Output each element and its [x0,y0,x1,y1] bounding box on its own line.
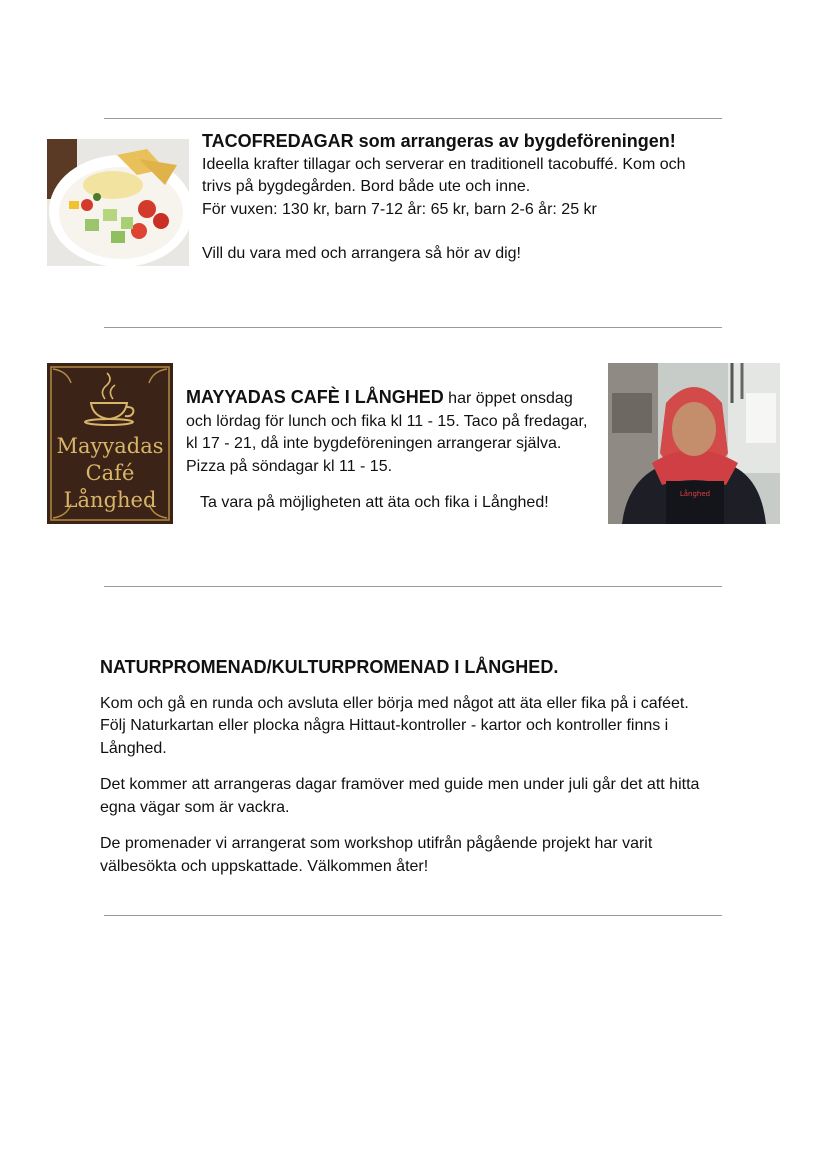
natur-section [100,656,740,892]
taco-invite: Vill du vara med och arrangera så hör av dig! [202,245,521,262]
divider-bottom [104,915,722,916]
natur-p1-line-3: Långhed. [100,739,167,757]
natur-paragraph-1 [100,693,740,761]
natur-p2-line-2: egna vägar som är vackra. [100,798,290,816]
divider-after-taco [104,327,722,328]
cafe-heading: MAYYADAS CAFÈ I LÅNGHED [186,387,444,407]
cafe-owner-photo [608,363,780,524]
taco-line-1: Ideella krafter tillagar och serverar en traditionell tacobuffé. Kom och [202,155,686,173]
natur-p1-line-2: Följ Naturkartan eller plocka några Hittaut-kontroller - kartor och kontroller finns i [100,717,669,734]
divider-top [104,118,722,119]
logo-text-line-1: Mayyadas [56,434,164,458]
taco-text-block [202,130,742,266]
apron-text: Långhed [679,490,711,498]
cafe-logo [47,363,173,524]
natur-p3-line-2: välbesökta och uppskattade. Välkommen åter! [100,857,429,875]
natur-paragraph-3 [100,833,740,878]
natur-p1-line-1: Kom och gå en runda och avsluta eller börja med något att äta eller fika på i caféet. [100,694,689,712]
cafe-line-4: Pizza på söndagar kl 11 - 15. [186,457,393,475]
natur-p3-line-1: De promenader vi arrangerat som workshop utifrån pågående projekt har varit [100,835,653,852]
cafe-line-3: kl 17 - 21, då inte bygdeföreningen arrangerar själva. [186,435,562,452]
cafe-line-2: och lördag för lunch och fika kl 11 - 15. Taco på fredagar, [186,412,588,430]
natur-p2-line-1: Det kommer att arrangeras dagar framöver med guide men under juli går det att hitta [100,776,700,793]
natur-paragraph-2 [100,774,740,819]
cafe-text-block [186,386,606,515]
logo-text-line-3: Långhed [63,488,157,512]
cafe-line-1: har öppet onsdag [443,390,573,407]
logo-text-line-2: Café [85,461,135,485]
taco-prices: För vuxen: 130 kr, barn 7-12 år: 65 kr, barn 2-6 år: 25 kr [202,200,597,218]
taco-line-2: trivs på bygdegården. Bord både ute och inne. [202,178,531,195]
natur-heading: NATURPROMENAD/KULTURPROMENAD I LÅNGHED. [100,657,559,677]
cafe-line-5: Ta vara på möjligheten att äta och fika i Långhed! [200,494,549,511]
taco-salad-photo [47,139,189,266]
divider-after-cafe [104,586,722,587]
taco-heading: TACOFREDAGAR som arrangeras av bygdeföreningen! [202,131,676,151]
